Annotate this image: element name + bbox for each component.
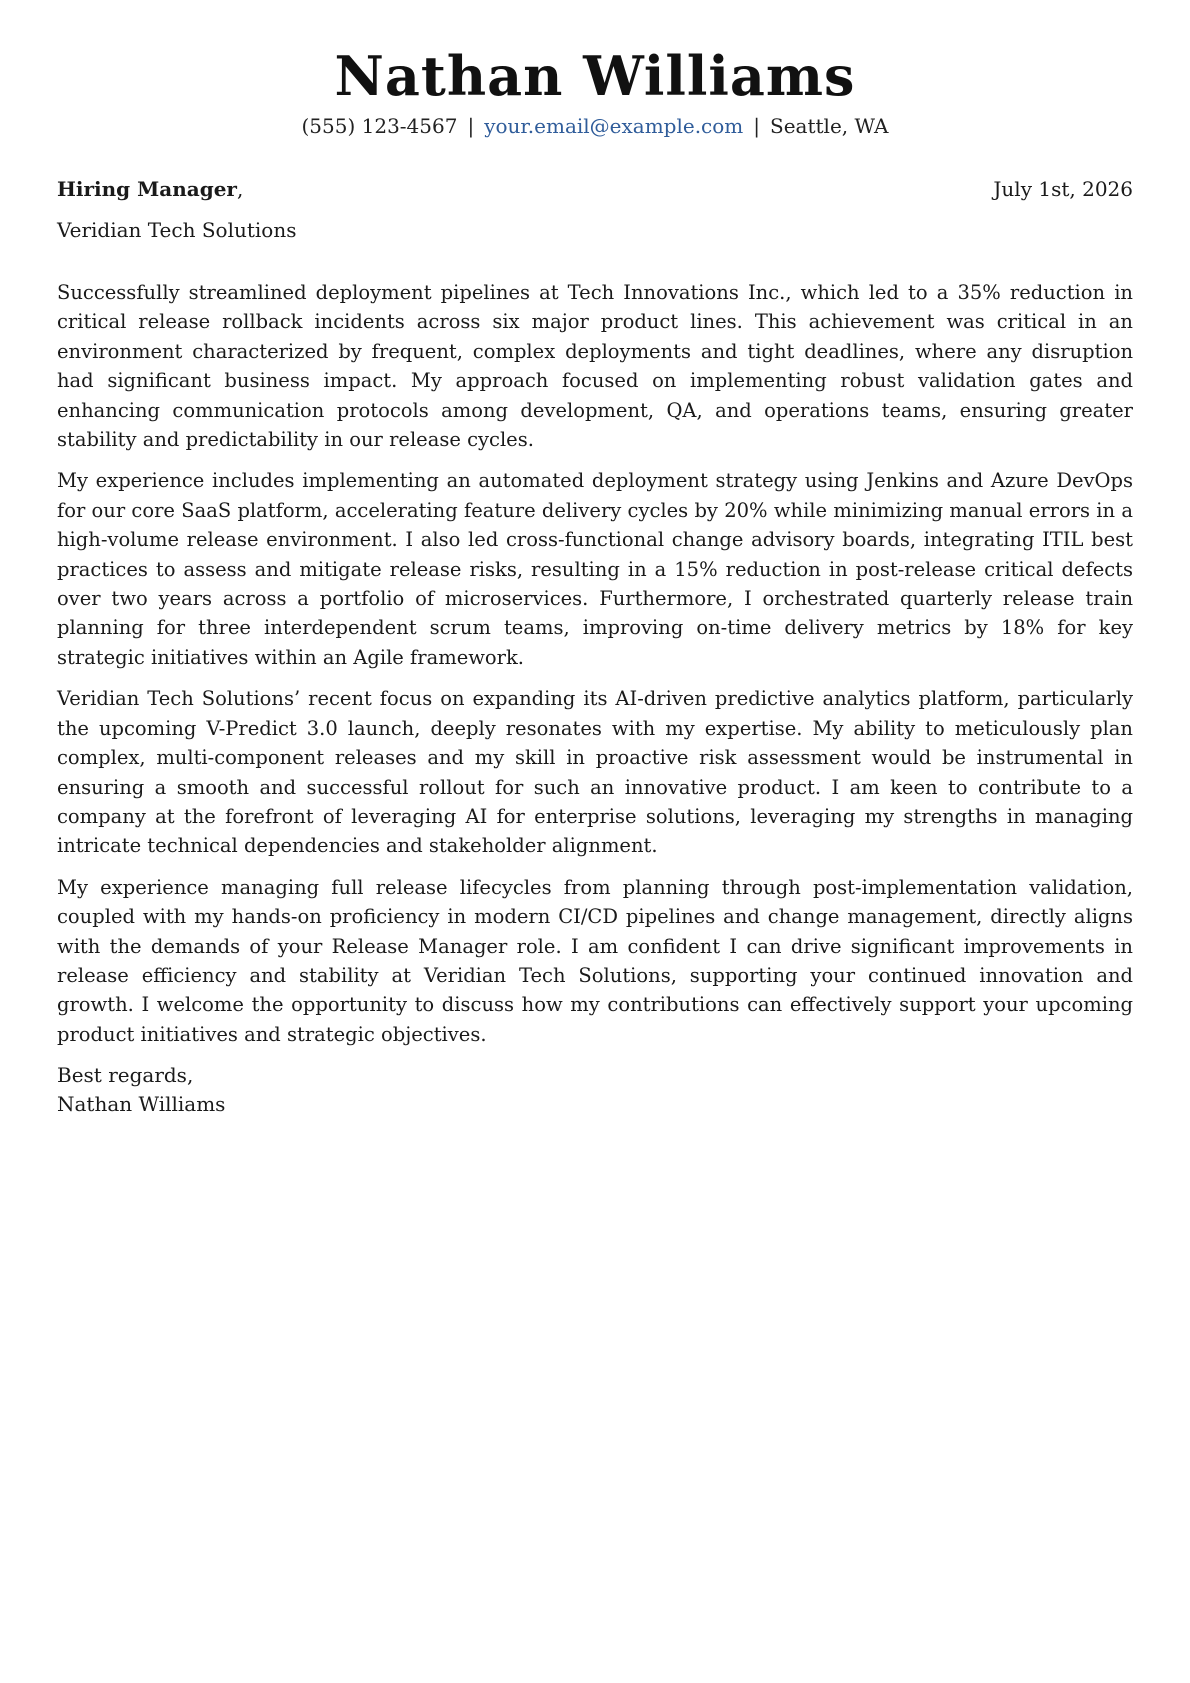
letter-body (57, 278, 1133, 1049)
applicant-name: Nathan Williams (334, 44, 856, 108)
closing-signature: Nathan Williams (57, 1092, 226, 1117)
recipient-line (57, 175, 243, 203)
contact-line (57, 112, 1133, 140)
body-paragraph: My experience managing full release lifecycles from planning through post-implementation validation, coupled with my hands-on proficiency in modern CI/CD pipelines and change management, directly aligns with the demands of your Release Manager role. I am confident I can drive significant improvements in release efficiency and stability at Veridian Tech Solutions, supporting your continued innovation and growth. I welcome the opportunity to discuss how my contributions can effectively support your upcoming product initiatives and strategic objectives. (57, 875, 1133, 1046)
contact-separator: | (753, 114, 761, 138)
contact-separator: | (467, 114, 475, 138)
location: Seattle, WA (770, 114, 889, 138)
body-paragraph: My experience includes implementing an automated deployment strategy using Jenkins and Azure DevOps for our core SaaS platform, accelerating feature delivery cycles by 20% while minimizing manual errors in a high-volume release environment. I also led cross-functional change advisory boards, integrating ITIL best practices to assess and mitigate release risks, resulting in a 15% reduction in post-release critical defects over two years across a portfolio of microservices. Furthermore, I orchestrated quarterly release train planning for three interdependent scrum teams, improving on-time delivery metrics by 18% for key strategic initiatives within an Agile framework. (57, 469, 1133, 669)
recipient-title: Hiring Manager (57, 177, 237, 201)
letter-date: July 1st, 2026 (993, 177, 1133, 201)
recipient-company: Veridian Tech Solutions (57, 218, 297, 242)
cover-letter-page (57, 0, 1133, 1119)
phone-number: (555) 123-4567 (301, 114, 458, 138)
closing-salutation: Best regards, (57, 1063, 194, 1088)
body-paragraph: Veridian Tech Solutions’ recent focus on expanding its AI-driven predictive analytics platform, particularly the upcoming V-Predict 3.0 launch, deeply resonates with my expertise. My ability to meticulously plan complex, multi-component releases and my skill in proactive risk assessment would be instrumental in ensuring a smooth and successful rollout for such an innovative product. I am keen to contribute to a company at the forefront of leveraging AI for enterprise solutions, leveraging my strengths in managing intricate technical dependencies and stakeholder alignment. (57, 687, 1133, 858)
recipient-suffix: , (236, 177, 244, 201)
email-link[interactable]: your.email@example.com (484, 114, 744, 138)
recipient-date-row (57, 175, 1133, 203)
body-paragraph: Successfully streamlined deployment pipelines at Tech Innovations Inc., which led to a 35% reduction in critical release rollback incidents across six major product lines. This achievement was critical in an environment characterized by frequent, complex deployments and tight deadlines, where any disruption had significant business impact. My approach focused on implementing robust validation gates and enhancing communication protocols among development, QA, and operations teams, ensuring greater stability and predictability in our release cycles. (57, 281, 1133, 452)
letter-closing (57, 1061, 1133, 1119)
